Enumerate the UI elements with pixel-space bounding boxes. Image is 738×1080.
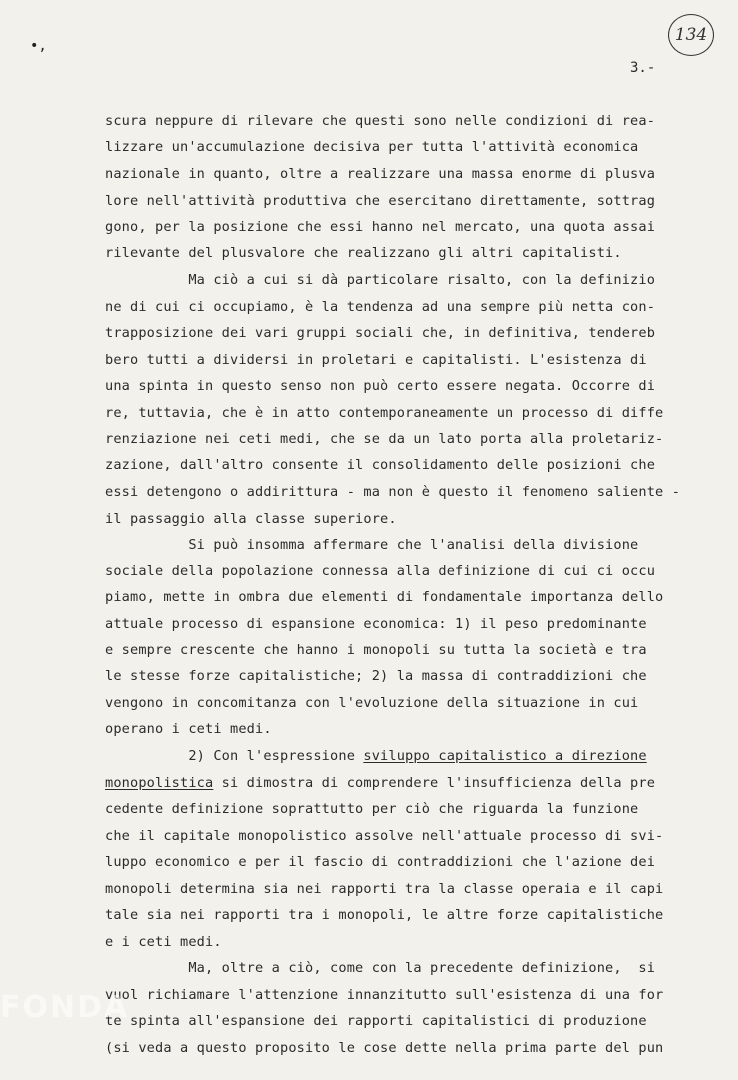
text-line: essi detengono o addirittura - ma non è questo il fenomeno saliente - (105, 484, 681, 500)
text-line: sociale della popolazione connessa alla definizione di cui ci occu (105, 563, 656, 579)
text-line: piamo, mette in ombra due elementi di fondamentale importanza dello (105, 589, 664, 605)
text-line: bero tutti a dividersi in proletari e capitalisti. L'esistenza di (105, 352, 647, 368)
text-line: una spinta in questo senso non può certo essere negata. Occorre di (105, 378, 656, 394)
text-line: Si può insomma affermare che l'analisi della divisione (105, 537, 639, 553)
text-line: Ma, oltre a ciò, come con la precedente definizione, si (105, 960, 656, 976)
page-number: 3.- (630, 60, 656, 76)
text-line: tale sia nei rapporti tra i monopoli, le altre forze capitalistiche (105, 907, 664, 923)
text-line: ne di cui ci occupiamo, è la tendenza ad una sempre più netta con- (105, 299, 656, 315)
text-line: (si veda a questo proposito le cose dette nella prima parte del pun (105, 1040, 664, 1056)
text-line: e sempre crescente che hanno i monopoli su tutta la società e tra (105, 642, 647, 658)
text-line: re, tuttavia, che è in atto contemporaneamente un processo di diffe (105, 405, 664, 421)
text-line: lizzare un'accumulazione decisiva per tutta l'attività economica (105, 139, 639, 155)
text-line: cedente definizione soprattutto per ciò che riguarda la funzione (105, 801, 639, 817)
archive-stamp: 134 (668, 14, 714, 56)
text-line: zazione, dall'altro consente il consolidamento delle posizioni che (105, 457, 656, 473)
text-line: scura neppure di rilevare che questi sono nelle condizioni di rea- (105, 113, 656, 129)
text-line: luppo economico e per il fascio di contraddizioni che l'azione dei (105, 854, 656, 870)
watermark: FONDA (0, 990, 130, 1025)
text-line: che il capitale monopolistico assolve nell'attuale processo di svi- (105, 828, 664, 844)
text-line: renziazione nei ceti medi, che se da un lato porta alla proletariz- (105, 431, 664, 447)
text-line: gono, per la posizione che essi hanno nel mercato, una quota assai (105, 219, 656, 235)
text-line: vuol richiamare l'attenzione innanzitutto sull'esistenza di una for (105, 987, 664, 1003)
text-line: lore nell'attività produttiva che esercitano direttamente, sottrag (105, 193, 656, 209)
text-line: operano i ceti medi. (105, 721, 272, 737)
text-line: monopolistica si dimostra di comprendere l'insufficienza della pre (105, 775, 656, 791)
margin-mark: •‚ (30, 38, 47, 54)
text-line: e i ceti medi. (105, 934, 222, 950)
text-line: trapposizione dei vari gruppi sociali che, in definitiva, tendereb (105, 325, 656, 341)
text-line: vengono in concomitanza con l'evoluzione della situazione in cui (105, 695, 639, 711)
text-line: 2) Con l'espressione sviluppo capitalistico a direzione (105, 748, 647, 764)
text-line: il passaggio alla classe superiore. (105, 511, 397, 527)
text-line: monopoli determina sia nei rapporti tra la classe operaia e il capi (105, 881, 664, 897)
text-line: attuale processo di espansione economica: 1) il peso predominante (105, 616, 647, 632)
text-line: Ma ciò a cui si dà particolare risalto, con la definizio (105, 272, 656, 288)
text-line: rilevante del plusvalore che realizzano gli altri capitalisti. (105, 245, 622, 261)
text-line: nazionale in quanto, oltre a realizzare una massa enorme di plusva (105, 166, 656, 182)
text-line: le stesse forze capitalistiche; 2) la massa di contraddizioni che (105, 668, 647, 684)
text-line: te spinta all'espansione dei rapporti capitalistici di produzione (105, 1013, 647, 1029)
